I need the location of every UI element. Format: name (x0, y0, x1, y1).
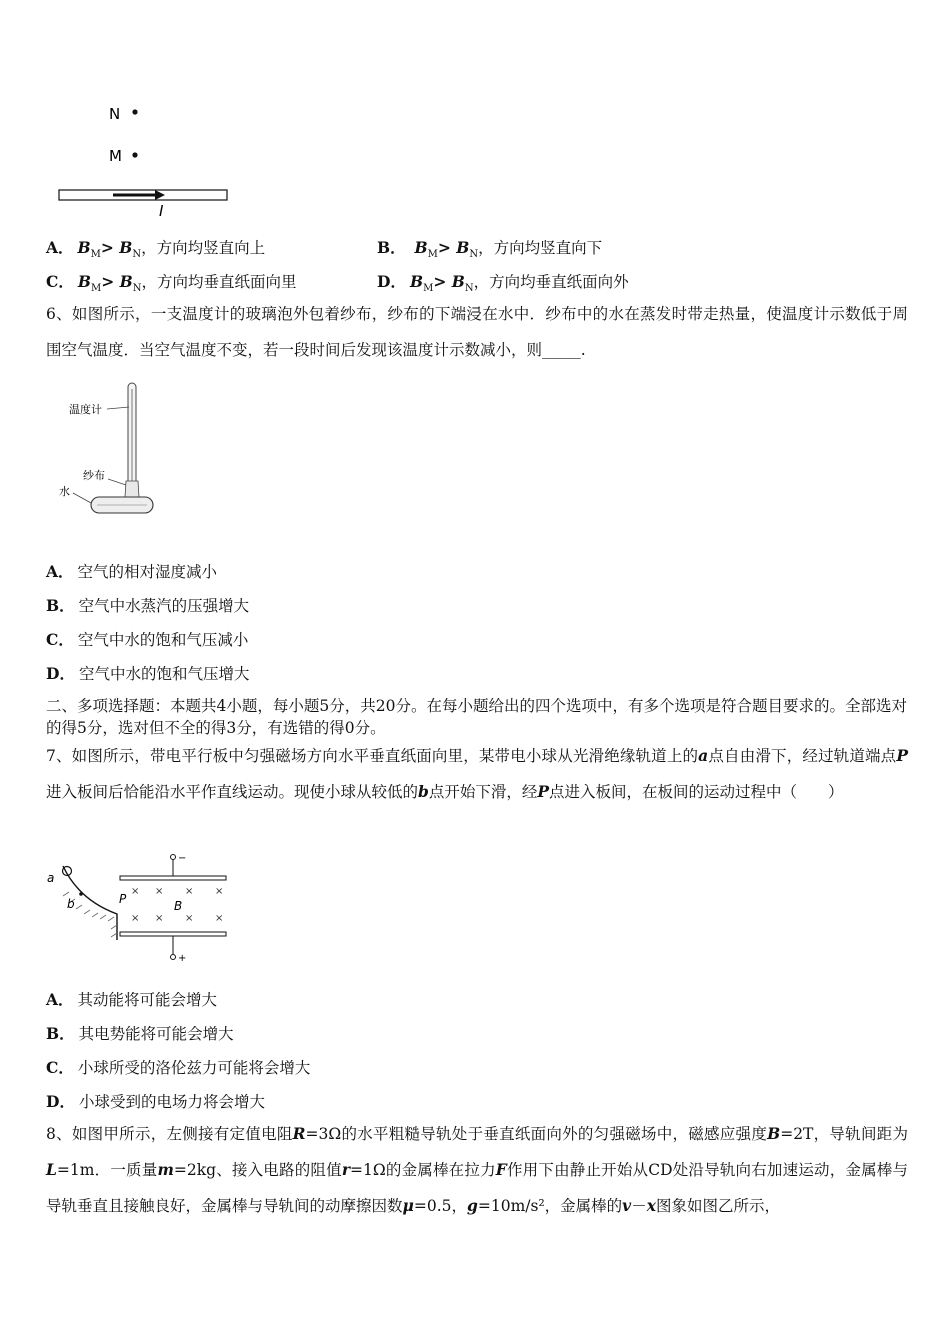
q5-figure (55, 100, 235, 225)
q5-option-a[interactable]: A． $B_M> B_N$，方向均竖直向上 (46, 238, 266, 261)
label-N: N (109, 105, 121, 123)
svg-text:×: × (131, 886, 140, 897)
label-a: a (47, 871, 55, 885)
q6-option-c[interactable]: C． 空气中水的饱和气压减小 (46, 630, 249, 649)
q7-option-d[interactable]: D． 小球受到的电场力将会增大 (46, 1092, 265, 1111)
label-plus: + (178, 953, 187, 964)
q7-stem: 7、如图所示，带电平行板中匀强磁场方向水平垂直纸面向里，某带电小球从光滑绝缘轨道上的a点自由滑下，经过轨道端点P进入板间后恰能沿水平作直线运动。现使小球从较低的b点开始下滑，经P点进入板间，在板间的运动过程中（ ） (46, 746, 908, 801)
upper-plate (120, 876, 226, 880)
q5-option-d[interactable]: D． $B_M> B_N$，方向均垂直纸面向外 (377, 272, 629, 295)
lower-plate (120, 932, 226, 936)
label-P: P (119, 892, 127, 906)
q6-stem: 6、如图所示，一支温度计的玻璃泡外包着纱布，纱布的下端浸在水中．纱布中的水在蒸发时带走热量，使温度计示数低于周围空气温度．当空气温度不变，若一段时间后发现该温度计示数减小，则_____. (46, 305, 908, 359)
gauze (125, 481, 139, 497)
q7-figure (45, 848, 245, 968)
q5-option-b[interactable]: B． $B_M> B_N$，方向均竖直向下 (377, 238, 603, 261)
point-M (132, 152, 137, 157)
label-M: M (109, 147, 122, 165)
svg-text:×: × (131, 913, 140, 924)
label-water: 水 (59, 485, 70, 498)
label-gauze: 纱布 (83, 469, 105, 482)
q6-option-d[interactable]: D． 空气中水的饱和气压增大 (46, 664, 250, 683)
svg-text:×: × (215, 886, 224, 897)
q5-option-c[interactable]: C． $B_M> B_N$，方向均垂直纸面向里 (46, 272, 297, 295)
svg-text:×: × (155, 913, 164, 924)
q7-option-a[interactable]: A． 其动能将可能会增大 (46, 990, 218, 1009)
q6-figure (55, 375, 165, 525)
point-b (79, 892, 83, 896)
q7-option-b[interactable]: B． 其电势能将可能会增大 (46, 1024, 234, 1043)
point-N (132, 109, 137, 114)
label-B: B (174, 899, 183, 913)
q8-stem: 8、如图甲所示，左侧接有定值电阻R=3Ω的水平粗糙导轨处于垂直纸面向外的匀强磁场中，磁感应强度B=2T，导轨间距为L=1m．一质量m=2kg、接入电路的阻值r=1Ω的金属棒在拉力F作用下由静止开始从CD处沿导轨向右加速运动，金属棒与导轨垂直且接触良好，金属棒与导轨间的动摩擦因数μ=0.5，g=10m/s²，金属棒的v－x图象如图乙所示， (46, 1124, 908, 1215)
q6-option-a[interactable]: A． 空气的相对湿度减小 (46, 562, 218, 581)
label-b: b (67, 897, 75, 911)
label-minus: − (178, 853, 187, 864)
q6-option-b[interactable]: B． 空气中水蒸汽的压强增大 (46, 596, 250, 615)
label-I: I (159, 202, 164, 220)
label-thermometer: 温度计 (69, 403, 102, 416)
svg-text:×: × (215, 913, 224, 924)
svg-text:×: × (185, 886, 194, 897)
svg-text:×: × (185, 913, 194, 924)
svg-text:×: × (155, 886, 164, 897)
section-heading: 二、多项选择题：本题共4小题，每小题5分，共20分。在每小题给出的四个选项中，有多个选项是符合题目要求的。全部选对的得5分，选对但不全的得3分，有选错的得0分。 (46, 697, 907, 737)
q7-option-c[interactable]: C． 小球所受的洛伦兹力可能将会增大 (46, 1058, 311, 1077)
